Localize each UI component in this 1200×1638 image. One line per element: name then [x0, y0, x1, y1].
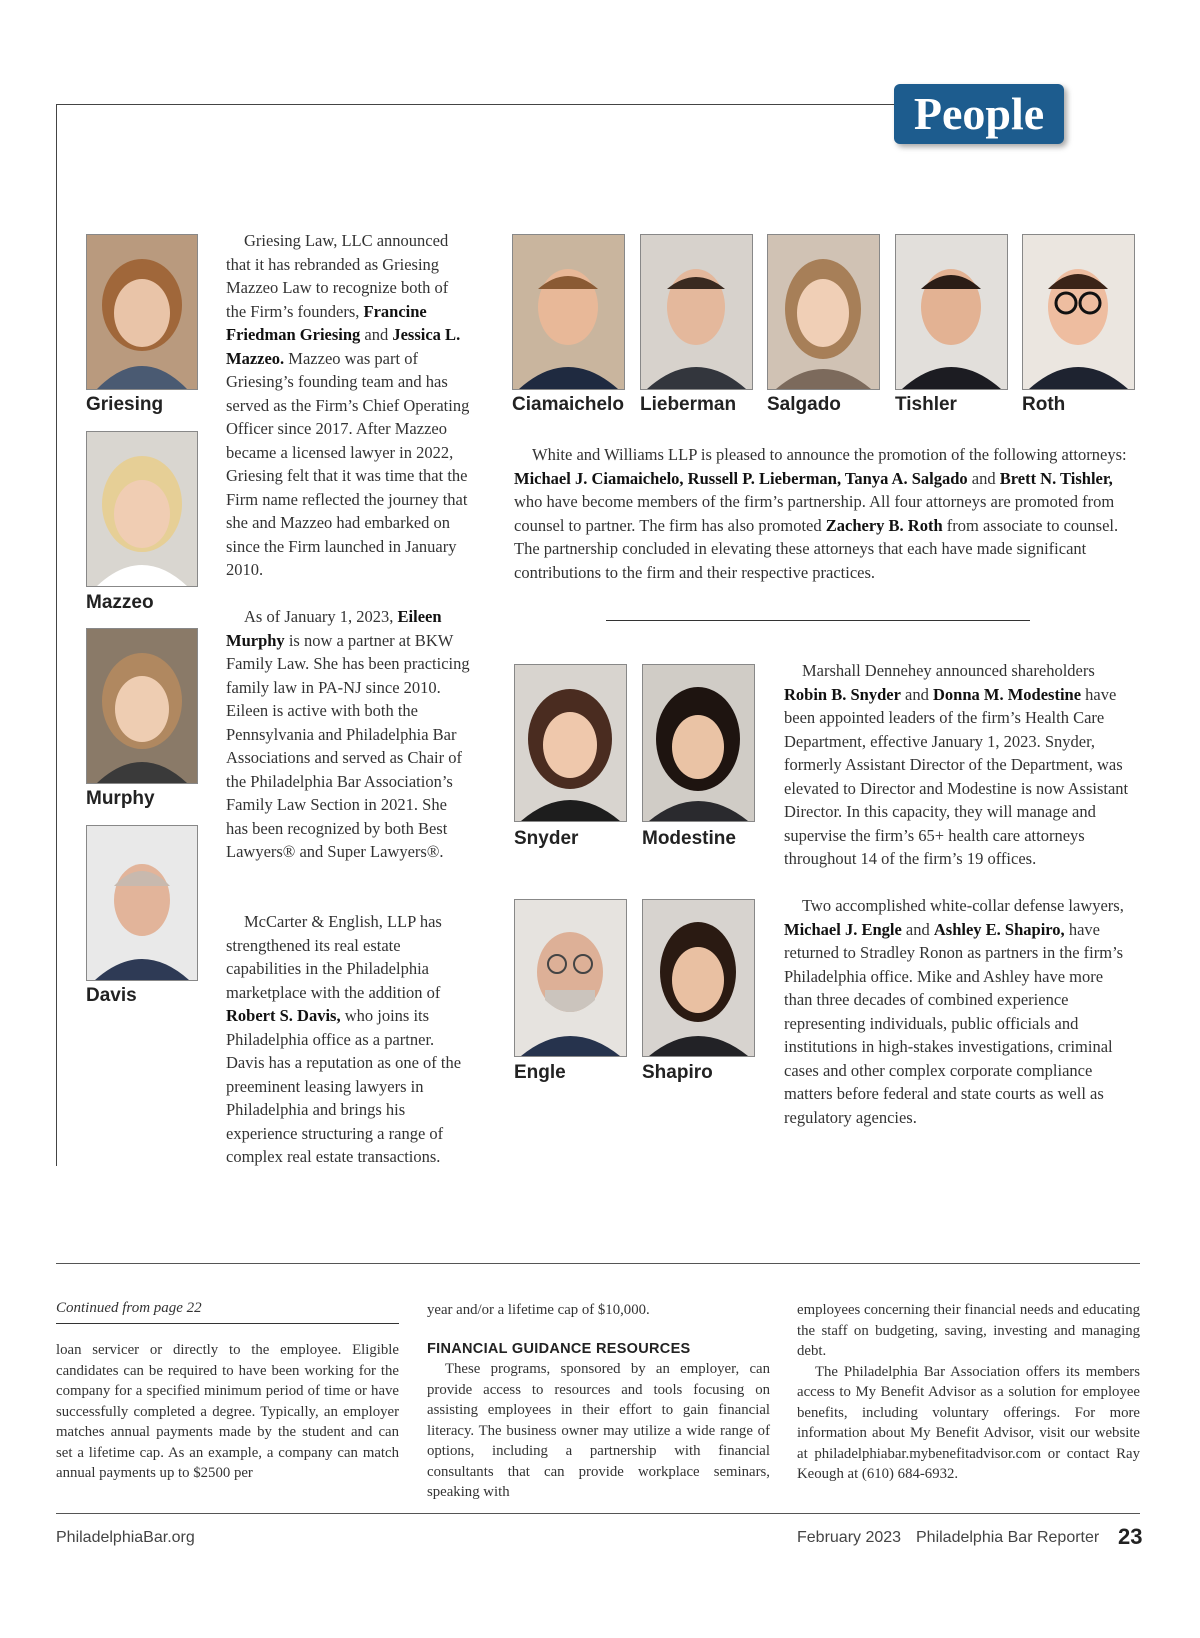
griesing-article — [226, 229, 470, 582]
continued-col2 — [427, 1300, 770, 1503]
caption-griesing: Griesing — [86, 394, 164, 415]
text: Griesing Law, LLC announced that it has rebranded as Griesing Mazzeo Law to recognize both of the Firm’s founders, — [226, 231, 449, 321]
white-williams-article — [514, 443, 1134, 584]
text: and — [901, 919, 934, 939]
continued-col3-p1: employees concerning their financial needs and educating the staff on budgeting, saving, investing and managing debt. — [797, 1302, 1140, 1359]
photo-roth — [1022, 234, 1135, 390]
portrait-woman-icon — [643, 900, 754, 1056]
text: As of January 1, 2023, — [244, 607, 398, 626]
page-number: 23 — [1118, 1524, 1143, 1549]
portrait-man-glasses-icon — [515, 900, 626, 1056]
footer-rule — [56, 1513, 1140, 1514]
text: from associate to counsel. The partnership concluded in elevating these attorneys that each have made significant contributions to the firm and their respective practices. — [514, 515, 1119, 582]
portrait-woman-icon — [87, 432, 197, 586]
marshall-paragraph — [784, 659, 1134, 871]
continued-col3-p2: The Philadelphia Bar Association offers its members access to My Benefit Advisor as a solution for employee benefits, including voluntary offerings. For more information about My Benefit Advisor, visit our website at philadelphiabar.mybenefitadvisor.com or contact Ray Keough at (610) 684-6932. — [797, 1363, 1140, 1482]
photo-snyder — [514, 664, 627, 822]
name-bold: Ashley E. Shapiro, — [933, 919, 1065, 939]
text: have returned to Stradley Ronon as partners in the firm’s Philadelphia office. Mike and Ashley have more than three decades of combined experience representing individuals, public officials and institutions in high-stakes investigations, criminal cases and other complex corporate compliance matters before federal and state courts as well as regulatory agencies. — [784, 919, 1124, 1127]
photo-murphy — [86, 628, 198, 784]
caption-engle: Engle — [514, 1062, 566, 1083]
text: White and Williams LLP is pleased to announce the promotion of the following attorneys: — [532, 445, 1127, 464]
murphy-paragraph — [226, 605, 470, 864]
photo-tishler — [895, 234, 1008, 390]
frame-top-rule — [56, 104, 898, 105]
portrait-woman-icon — [515, 665, 626, 821]
portrait-man-icon — [896, 235, 1007, 389]
text: Two accomplished white-collar defense lawyers, — [802, 896, 1124, 915]
stradley-article — [784, 894, 1134, 1129]
caption-snyder: Snyder — [514, 828, 579, 849]
text: who have become members of the firm’s partnership. All four attorneys are promoted from counsel to partner. The firm has also promoted — [514, 492, 1115, 535]
name-bold: Robert S. Davis, — [226, 1006, 341, 1025]
caption-shapiro: Shapiro — [642, 1062, 713, 1083]
photo-shapiro — [642, 899, 755, 1057]
caption-roth: Roth — [1022, 394, 1066, 415]
footer-site: PhiladelphiaBar.org — [56, 1529, 195, 1546]
text: have been appointed leaders of the firm’s Health Care Department, effective January 1, 2023. Snyder, formerly Assistant Director of the Department, was elevated to Director and Modestine is now Assistant Director. In this capacity, they will manage and supervise the firm’s 65+ health care attorneys throughout 14 of the firm’s 19 offices. — [784, 684, 1129, 868]
portrait-woman-icon — [768, 235, 879, 389]
davis-article — [226, 910, 470, 1169]
portrait-man-icon — [641, 235, 752, 389]
portrait-man-glasses-icon — [1023, 235, 1134, 389]
photo-mazzeo — [86, 431, 198, 587]
text: McCarter & English, LLP has strengthened its real estate capabilities in the Philadelphia marketplace with the addition of — [226, 912, 442, 1002]
caption-lieberman: Lieberman — [640, 394, 737, 415]
portrait-woman-icon — [643, 665, 754, 821]
continued-col1-text: loan servicer or directly to the employee. Eligible candidates can be required to have been working for the company for a specified minimum period of time or have successfully completed a degree. Typically, an employer matches annual payments made by the student and can set a lifetime cap. As an example, a company can match annual payments up to $2500 per — [56, 1342, 399, 1481]
footer-publication: Philadelphia Bar Reporter — [916, 1529, 1100, 1546]
portrait-man-icon — [513, 235, 624, 389]
photo-ciamaichelo — [512, 234, 625, 390]
caption-tishler: Tishler — [895, 394, 957, 415]
davis-paragraph — [226, 910, 470, 1169]
continued-rule — [56, 1323, 399, 1324]
name-bold: Francine Friedman Griesing — [226, 301, 427, 344]
caption-ciamaichelo: Ciamaichelo — [512, 394, 624, 415]
name-bold: Jessica L. Mazzeo. — [226, 325, 461, 368]
photo-salgado — [767, 234, 880, 390]
portrait-woman-icon — [87, 235, 197, 389]
caption-salgado: Salgado — [767, 394, 841, 415]
griesing-paragraph — [226, 229, 470, 582]
name-bold: Robin B. Snyder — [784, 684, 901, 704]
name-bold: Brett N. Tishler, — [999, 468, 1113, 488]
financial-guidance-heading: FINANCIAL GUIDANCE RESOURCES — [427, 1340, 691, 1357]
section-tab: People — [894, 84, 1064, 144]
text: is now a partner at BKW Family Law. She has been practicing family law in PA-NJ since 2010. Eileen is active with both the Pennsylvania and Philadelphia Bar Associations and served as Chair of the Philadelphia Bar Association’s Family Law Section in 2021. She has been recognized by both Best Lawyers® and Super Lawyers®. — [226, 630, 470, 861]
continued-col2-top: year and/or a lifetime cap of $10,000. — [427, 1302, 650, 1318]
photo-modestine — [642, 664, 755, 822]
continued-label: Continued from page 22 — [56, 1300, 202, 1316]
text: Marshall Dennehey announced shareholders — [802, 661, 1095, 680]
caption-murphy: Murphy — [86, 788, 155, 809]
murphy-article — [226, 605, 470, 864]
photo-griesing — [86, 234, 198, 390]
continued-col3 — [797, 1300, 1140, 1485]
continued-col2-body: These programs, sponsored by an employer, can provide access to resources and tools focusing on assisting employees in their effort to gain financial literacy. The business owner may utilize a wide range of options, including a partnership with financial consultants that can provide workplace seminars, speaking with — [427, 1361, 770, 1500]
text: who joins its Philadelphia office as a partner. Davis has a reputation as one of the preeminent leasing lawyers in Philadelphia and brings his experience structuring a range of complex real estate transactions. — [226, 1006, 462, 1166]
photo-lieberman — [640, 234, 753, 390]
caption-davis: Davis — [86, 985, 137, 1006]
white-williams-paragraph — [514, 443, 1134, 584]
caption-mazzeo: Mazzeo — [86, 592, 154, 613]
marshall-article — [784, 659, 1134, 871]
text: Mazzeo was part of Griesing’s founding team and has served as the Firm’s Chief Operating Officer since 2017. After Mazzeo became a licensed lawyer in 2022, Griesing felt that it was time that the Firm name reflected the journey that she and Mazzeo had embarked on since the Firm launched in January 2010. — [226, 348, 470, 579]
text: and — [967, 468, 1000, 488]
footer-date: February 2023 — [797, 1529, 902, 1546]
name-bold: Michael J. Ciamaichelo, Russell P. Lieberman, Tanya A. Salgado — [514, 468, 968, 488]
bottom-divider — [56, 1263, 1140, 1264]
name-bold: Donna M. Modestine — [933, 684, 1082, 704]
portrait-woman-icon — [87, 629, 197, 783]
name-bold: Eileen Murphy — [226, 607, 442, 650]
section-divider — [606, 620, 1030, 621]
frame-left-rule — [56, 104, 57, 1166]
text: and — [900, 684, 933, 704]
caption-modestine: Modestine — [642, 828, 736, 849]
continued-col1 — [56, 1300, 399, 1484]
stradley-paragraph — [784, 894, 1134, 1129]
name-bold: Zachery B. Roth — [825, 515, 943, 535]
photo-engle — [514, 899, 627, 1057]
text: and — [360, 325, 393, 344]
name-bold: Michael J. Engle — [784, 919, 902, 939]
photo-davis — [86, 825, 198, 981]
portrait-man-icon — [87, 826, 197, 980]
